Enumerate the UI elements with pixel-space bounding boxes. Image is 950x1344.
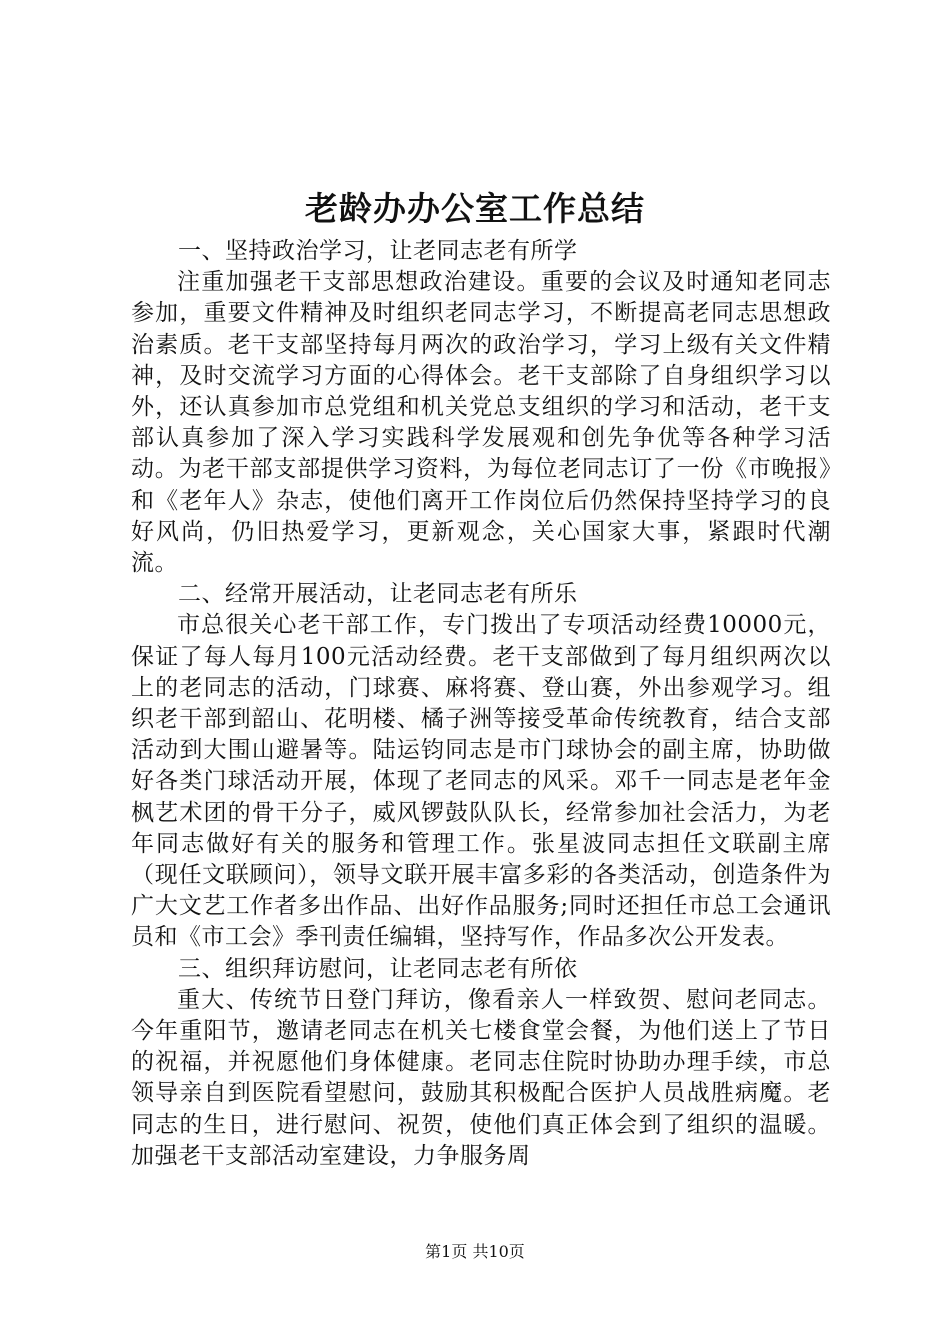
section-paragraph-2: 市总很关心老干部工作，专门拨出了专项活动经费10000元，保证了每人每月100元活动经费。老干支部做到了每月组织两次以上的老同志的活动，门球赛、麻将赛、登山赛，外出参观学习。组织老干部到韶山、花明楼、橘子洲等接受革命传统教育，结合支部活动到大围山避暑等。陆运钧同志是市门球协会的副主席，协助做好各类门球活动开展，体现了老同志的风采。邓千一同志是老年金枫艺术团的骨干分子，威风锣鼓队队长，经常参加社会活力，为老年同志做好有关的服务和管理工作。张星波同志担任文联副主席（现任文联顾问），领导文联开展丰富多彩的各类活动，创造条件为广大文艺工作者多出作品、出好作品服务;同时还担任市总工会通讯员和《市工会》季刊责任编辑，坚持写作，作品多次公开发表。 (131, 612, 831, 951)
document-title: 老龄办办公室工作总结 (305, 189, 645, 228)
document-body (131, 236, 831, 1172)
section-heading-2: 二、经常开展活动，让老同志老有所乐 (178, 581, 578, 608)
section-paragraph-3: 重大、传统节日登门拜访，像看亲人一样致贺、慰问老同志。今年重阳节，邀请老同志在机关七楼食堂会餐，为他们送上了节日的祝福，并祝愿他们身体健康。老同志住院时协助办理手续，市总领导亲自到医院看望慰问，鼓励其积极配合医护人员战胜病魔。老同志的生日，进行慰问、祝贺，使他们真正体会到了组织的温暖。加强老干支部活动室建设，力争服务周 (131, 986, 831, 1169)
section-heading-3: 三、组织拜访慰问，让老同志老有所依 (178, 955, 578, 982)
section-paragraph-1: 注重加强老干支部思想政治建设。重要的会议及时通知老同志参加，重要文件精神及时组织老同志学习，不断提高老同志思想政治素质。老干支部坚持每月两次的政治学习，学习上级有关文件精神，及时交流学习方面的心得体会。老干支部除了自身组织学习以外，还认真参加市总党组和机关党总支组织的学习和活动，老干支部认真参加了深入学习实践科学发展观和创先争优等各种学习活动。为老干部支部提供学习资料，为每位老同志订了一份《市晚报》和《老年人》杂志，使他们离开工作岗位后仍然保持坚持学习的良好风尚，仍旧热爱学习，更新观念，关心国家大事，紧跟时代潮流。 (131, 269, 831, 577)
page-footer: 第1页 共10页 (425, 1242, 525, 1261)
section-heading-1: 一、坚持政治学习，让老同志老有所学 (178, 238, 578, 264)
